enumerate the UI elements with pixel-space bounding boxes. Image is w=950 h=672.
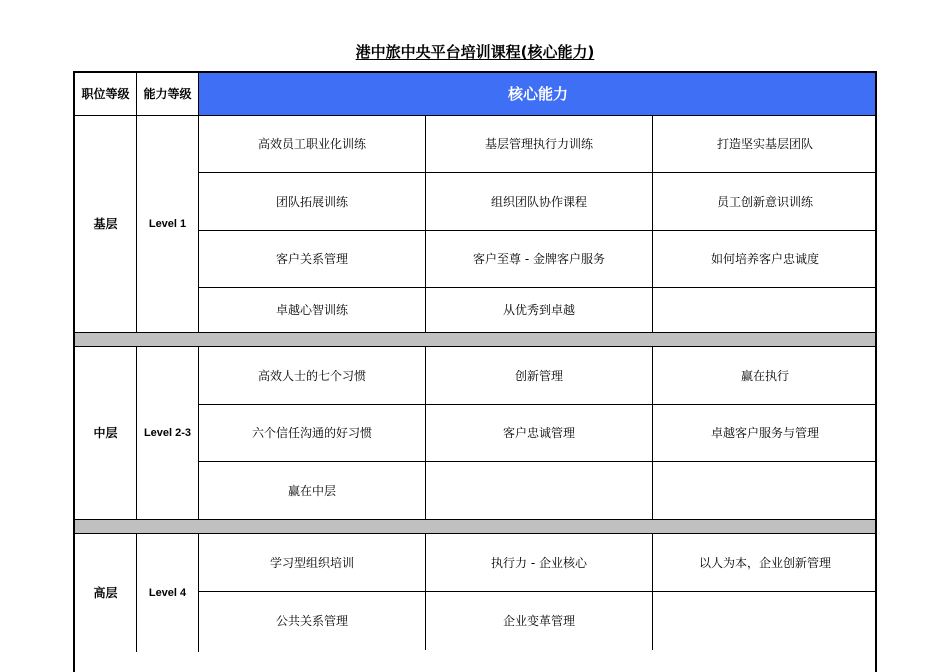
course-cell: 卓越客户服务与管理 [653, 405, 877, 462]
course-cell: 创新管理 [426, 347, 653, 405]
position-basic: 基层 [75, 116, 137, 333]
course-cell: 客户关系管理 [199, 231, 426, 288]
course-cell: 赢在中层 [199, 462, 426, 520]
course-cell [653, 592, 877, 650]
course-cell: 客户至尊 - 金牌客户服务 [426, 231, 653, 288]
course-cell [653, 462, 877, 520]
course-cell: 高效员工职业化训练 [199, 116, 426, 173]
course-cell: 基层管理执行力训练 [426, 116, 653, 173]
course-cell: 客户忠诚管理 [426, 405, 653, 462]
position-senior: 高层 [75, 534, 137, 652]
course-cell: 赢在执行 [653, 347, 877, 405]
course-cell [653, 288, 877, 333]
course-cell: 卓越心智训练 [199, 288, 426, 333]
course-cell: 打造坚实基层团队 [653, 116, 877, 173]
course-cell: 如何培养客户忠诚度 [653, 231, 877, 288]
group-separator [75, 333, 875, 347]
course-table [73, 71, 877, 672]
course-cell: 公共关系管理 [199, 592, 426, 650]
course-cell [426, 462, 653, 520]
course-cell: 企业变革管理 [426, 592, 653, 650]
header-ability: 能力等级 [137, 73, 199, 116]
level-senior: Level 4 [137, 534, 199, 652]
course-cell: 学习型组织培训 [199, 534, 426, 592]
header-position: 职位等级 [75, 73, 137, 116]
page-title: 港中旅中央平台培训课程(核心能力) [355, 43, 595, 61]
position-middle: 中层 [75, 347, 137, 520]
header-core-ability: 核心能力 [199, 73, 877, 116]
course-cell: 以人为本，企业创新管理 [653, 534, 877, 592]
course-cell: 执行力 - 企业核心 [426, 534, 653, 592]
course-cell: 六个信任沟通的好习惯 [199, 405, 426, 462]
level-middle: Level 2-3 [137, 347, 199, 520]
group-separator [75, 520, 875, 534]
course-cell: 组织团队协作课程 [426, 173, 653, 231]
course-cell: 团队拓展训练 [199, 173, 426, 231]
course-cell: 员工创新意识训练 [653, 173, 877, 231]
course-cell: 高效人士的七个习惯 [199, 347, 426, 405]
course-cell: 从优秀到卓越 [426, 288, 653, 333]
level-basic: Level 1 [137, 116, 199, 333]
